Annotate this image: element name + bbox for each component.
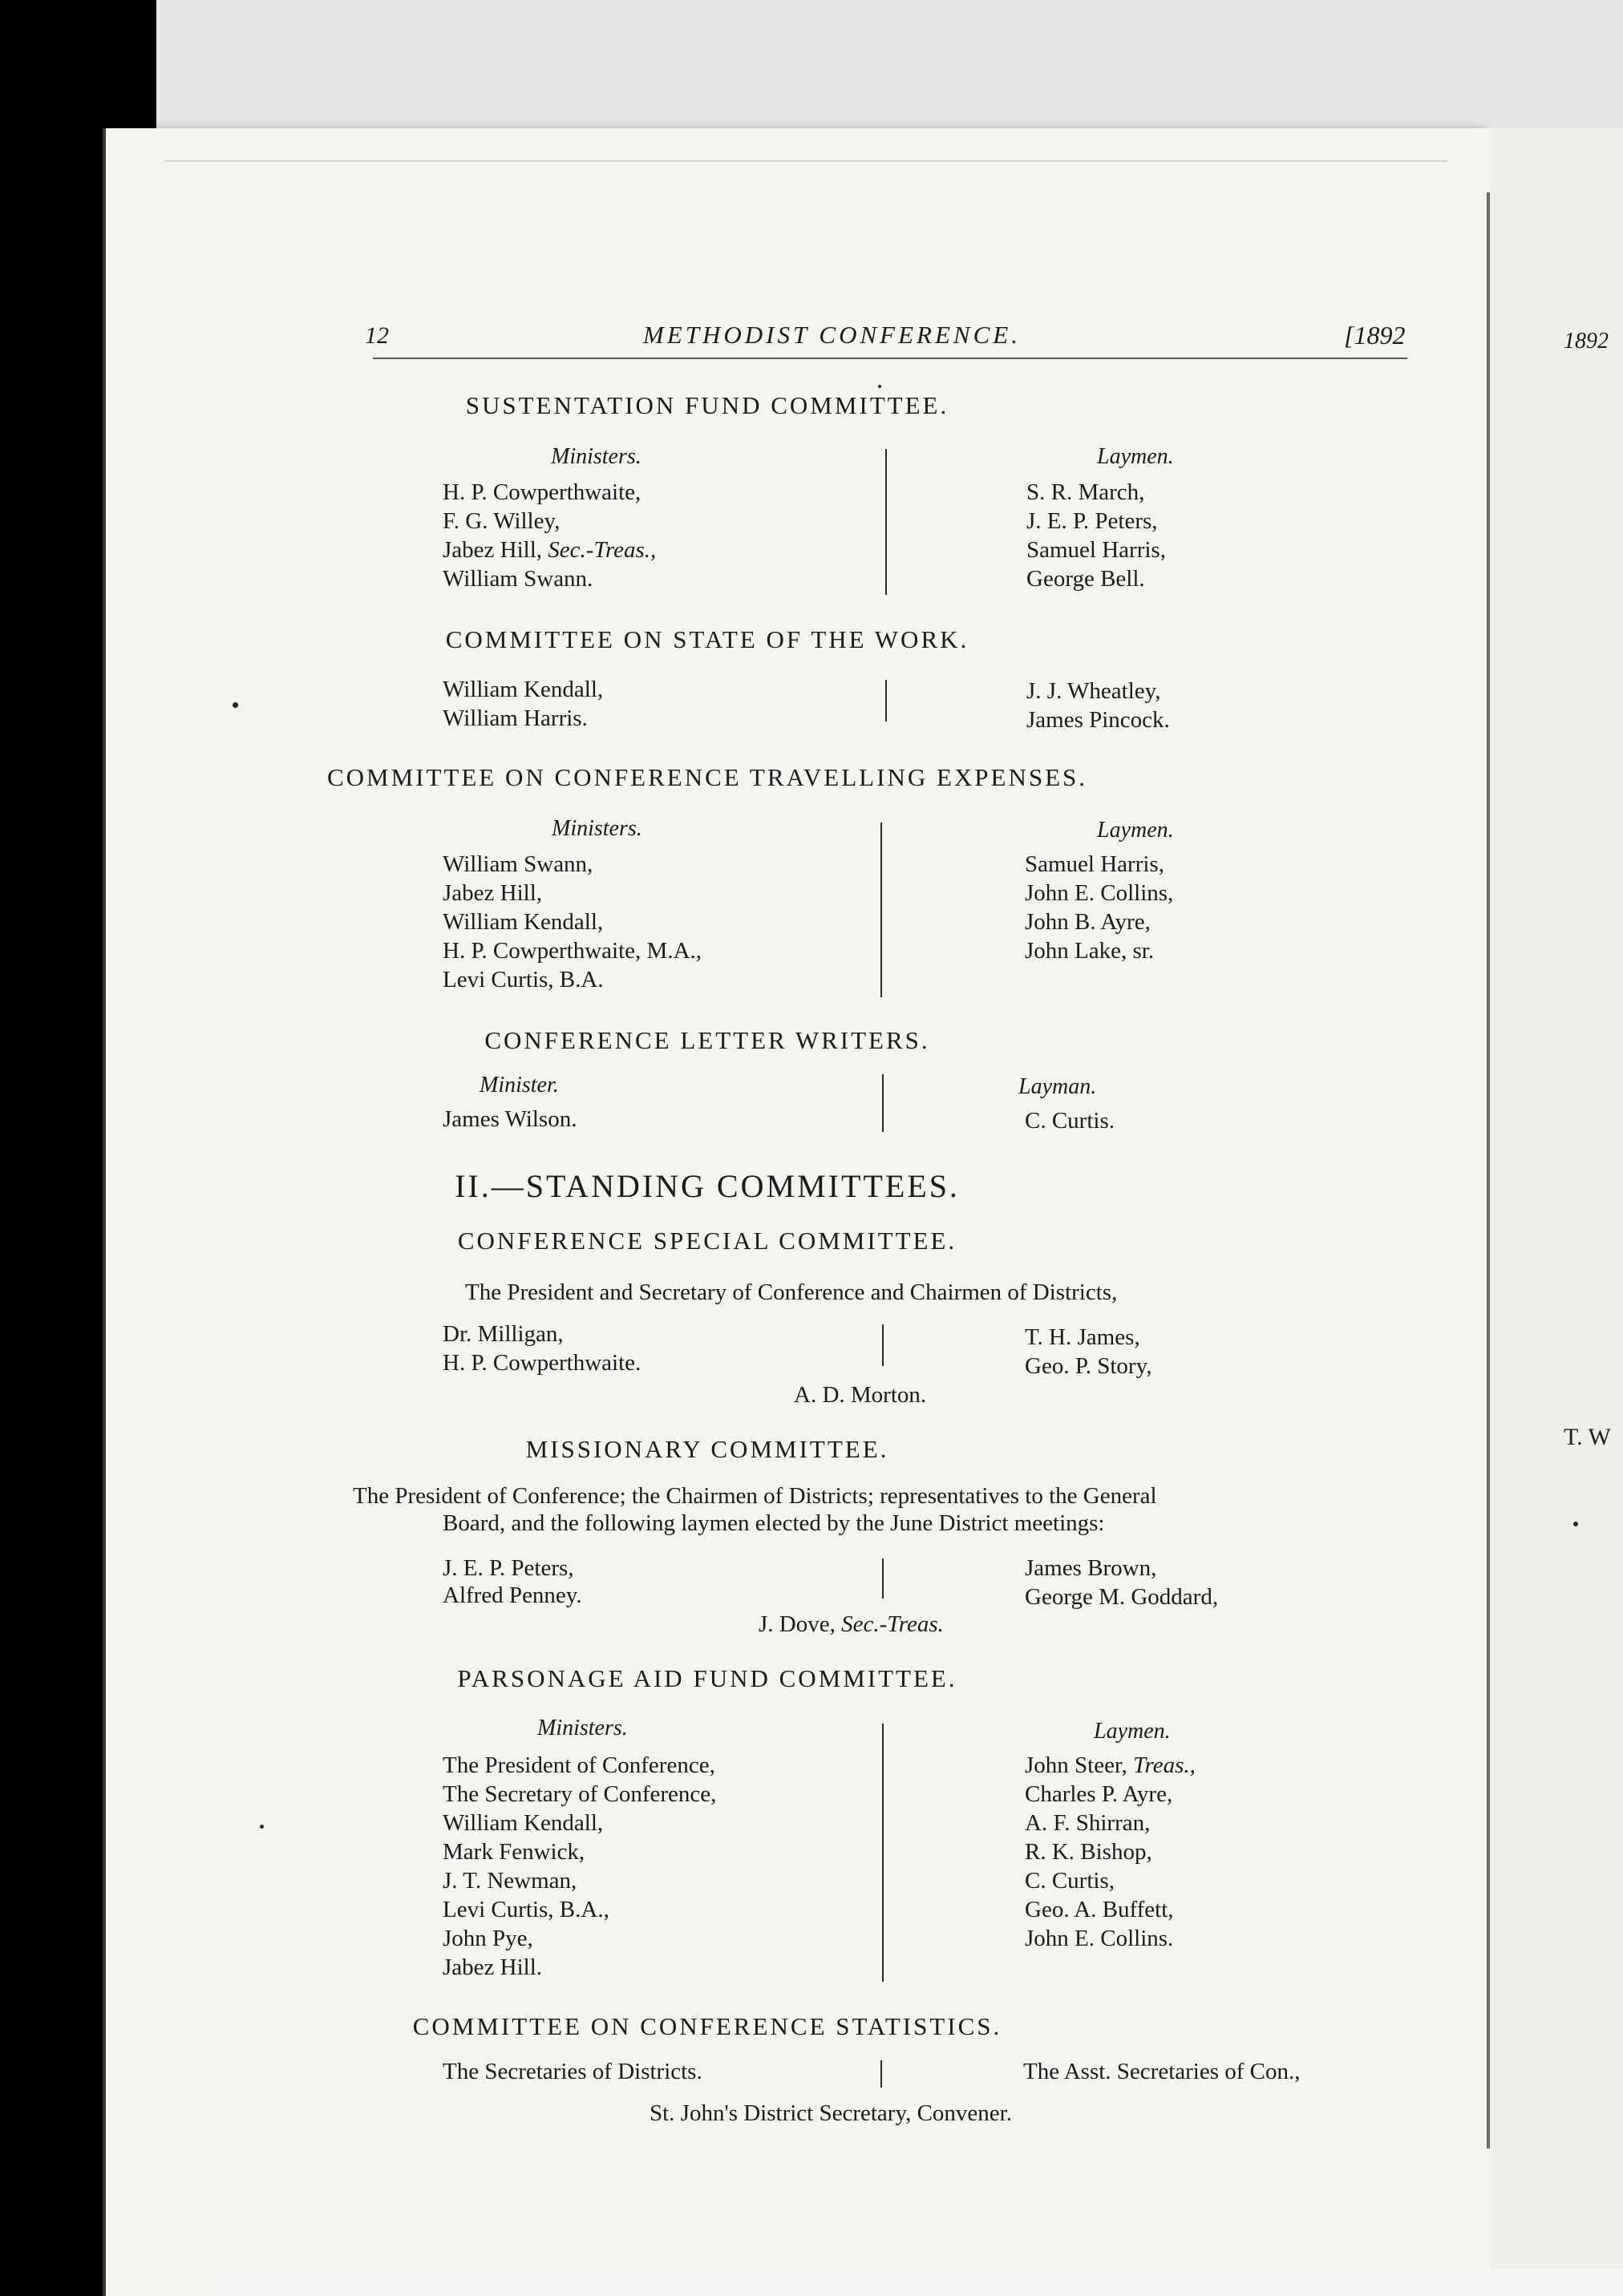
minister-name: William Kendall, <box>443 909 604 935</box>
laymen-label: Laymen. <box>1097 818 1174 843</box>
parsonage-title: PARSONAGE AID FUND COMMITTEE. <box>457 1664 957 1692</box>
statistics-title: COMMITTEE ON CONFERENCE STATISTICS. <box>412 2012 1002 2040</box>
minister-name: John Pye, <box>443 1926 533 1951</box>
layman-name: Samuel Harris, <box>1025 851 1164 877</box>
layman-label: Layman. <box>1018 1074 1097 1099</box>
role-note: Treas., <box>1132 1752 1196 1778</box>
member-name: J. E. P. Peters, <box>443 1555 574 1581</box>
state-of-work-title: COMMITTEE ON STATE OF THE WORK. <box>445 625 969 653</box>
special-intro: The President and Secretary of Conference and Chairmen of Districts, <box>465 1279 1118 1305</box>
minister-name: William Swann. <box>443 566 593 592</box>
sustentation-title: SUSTENTATION FUND COMMITTEE. <box>465 391 949 419</box>
member-name: A. D. Morton. <box>794 1382 927 1408</box>
facing-page <box>1490 128 1623 2296</box>
column-divider <box>880 2060 882 2088</box>
layman-name: John Steer, Treas., <box>1025 1752 1196 1778</box>
minister-name: Levi Curtis, B.A., <box>443 1897 609 1922</box>
minister-name: James Wilson. <box>443 1106 577 1132</box>
ink-speck <box>233 702 238 708</box>
layman-name: Geo. A. Buffett, <box>1025 1897 1174 1922</box>
head-rule <box>373 358 1407 359</box>
layman-name: R. K. Bishop, <box>1025 1839 1152 1865</box>
column-divider <box>882 1558 884 1599</box>
member-name: Geo. P. Story, <box>1025 1353 1152 1379</box>
member-name: The Asst. Secretaries of Con., <box>1023 2059 1301 2084</box>
minister-name: F. G. Willey, <box>443 508 561 534</box>
minister-name: Jabez Hill, Sec.-Treas., <box>443 537 657 563</box>
missionary-intro-line: The President of Conference; the Chairmen of Districts; representatives to the General <box>353 1483 1157 1509</box>
ministers-label: Ministers. <box>552 816 642 841</box>
role-note: Sec.-Treas., <box>548 537 657 563</box>
member-name: William Kendall, <box>443 677 604 702</box>
member-name: The Secretaries of Districts. <box>443 2059 702 2084</box>
missionary-intro-line: Board, and the following laymen elected by the June District meetings: <box>443 1510 1105 1536</box>
minister-name: H. P. Cowperthwaite, M.A., <box>443 938 702 964</box>
column-divider <box>885 680 887 722</box>
member-name: James Brown, <box>1025 1555 1157 1581</box>
laymen-label: Laymen. <box>1097 444 1174 469</box>
member-name: Alfred Penney. <box>443 1583 582 1608</box>
running-title: METHODIST CONFERENCE. <box>643 321 1021 349</box>
column-divider <box>880 823 882 997</box>
column-divider <box>885 449 887 595</box>
layman-name: John B. Ayre, <box>1025 909 1151 935</box>
missionary-title: MISSIONARY COMMITTEE. <box>525 1435 889 1463</box>
layman-name: Samuel Harris, <box>1026 537 1166 563</box>
book-page <box>103 128 1490 2296</box>
minister-name: Mark Fenwick, <box>443 1839 585 1865</box>
letter-writers-title: CONFERENCE LETTER WRITERS. <box>484 1026 930 1054</box>
minister-label: Minister. <box>480 1073 559 1097</box>
layman-name: John E. Collins. <box>1025 1926 1174 1951</box>
column-divider <box>882 1724 884 1982</box>
member-name: J. J. Wheatley, <box>1026 678 1161 704</box>
member-name: Dr. Milligan, <box>443 1321 564 1347</box>
layman-name: C. Curtis. <box>1025 1108 1115 1134</box>
minister-name: Jabez Hill. <box>443 1954 543 1980</box>
layman-name: John Lake, sr. <box>1025 938 1155 964</box>
minister-name: H. P. Cowperthwaite, <box>443 479 642 505</box>
page-edge-shadow <box>103 128 106 2296</box>
layman-name: George Bell. <box>1026 566 1145 592</box>
minister-name: The President of Conference, <box>443 1752 715 1778</box>
special-committee-title: CONFERENCE SPECIAL COMMITTEE. <box>457 1227 957 1255</box>
member-name: George M. Goddard, <box>1025 1584 1219 1610</box>
member-name: T. H. James, <box>1025 1324 1140 1350</box>
facing-page-fragment: T. W <box>1564 1424 1611 1450</box>
member-name: St. John's District Secretary, Convener. <box>650 2100 1012 2126</box>
column-divider <box>882 1074 884 1132</box>
ministers-label: Ministers. <box>537 1716 628 1740</box>
ministers-label: Ministers. <box>551 444 642 469</box>
column-divider <box>882 1324 884 1366</box>
page-number: 12 <box>365 322 389 349</box>
bottom-strip <box>218 2269 1623 2296</box>
layman-name: A. F. Shirran, <box>1025 1810 1151 1836</box>
minister-name: The Secretary of Conference, <box>443 1781 717 1807</box>
member-name: James Pincock. <box>1026 707 1170 733</box>
travelling-expenses-title: COMMITTEE ON CONFERENCE TRAVELLING EXPENSES. <box>326 763 1088 791</box>
layman-name: J. E. P. Peters, <box>1026 508 1158 534</box>
minister-name: Levi Curtis, B.A. <box>443 967 604 992</box>
member-name: William Harris. <box>443 705 588 731</box>
layman-name: C. Curtis, <box>1025 1868 1115 1894</box>
laymen-label: Laymen. <box>1094 1719 1171 1744</box>
ink-speck <box>1573 1522 1578 1526</box>
layman-name: Charles P. Ayre, <box>1025 1781 1173 1807</box>
page-crease <box>164 160 1447 162</box>
minister-name: William Kendall, <box>443 1810 604 1836</box>
role-note: Sec.-Treas. <box>841 1611 944 1637</box>
layman-name: John E. Collins, <box>1025 880 1174 906</box>
member-name: J. Dove, Sec.-Treas. <box>759 1611 944 1637</box>
ink-speck <box>878 385 881 388</box>
minister-name: J. T. Newman, <box>443 1868 577 1894</box>
facing-page-year: 1892 <box>1564 329 1609 354</box>
running-year: [1892 <box>1344 321 1406 350</box>
section-heading: II.—STANDING COMMITTEES. <box>455 1168 960 1204</box>
member-name: H. P. Cowperthwaite. <box>443 1350 642 1376</box>
layman-name: S. R. March, <box>1026 479 1145 505</box>
minister-name: Jabez Hill, <box>443 880 543 906</box>
ink-speck <box>260 1825 264 1829</box>
minister-name: William Swann, <box>443 851 593 877</box>
